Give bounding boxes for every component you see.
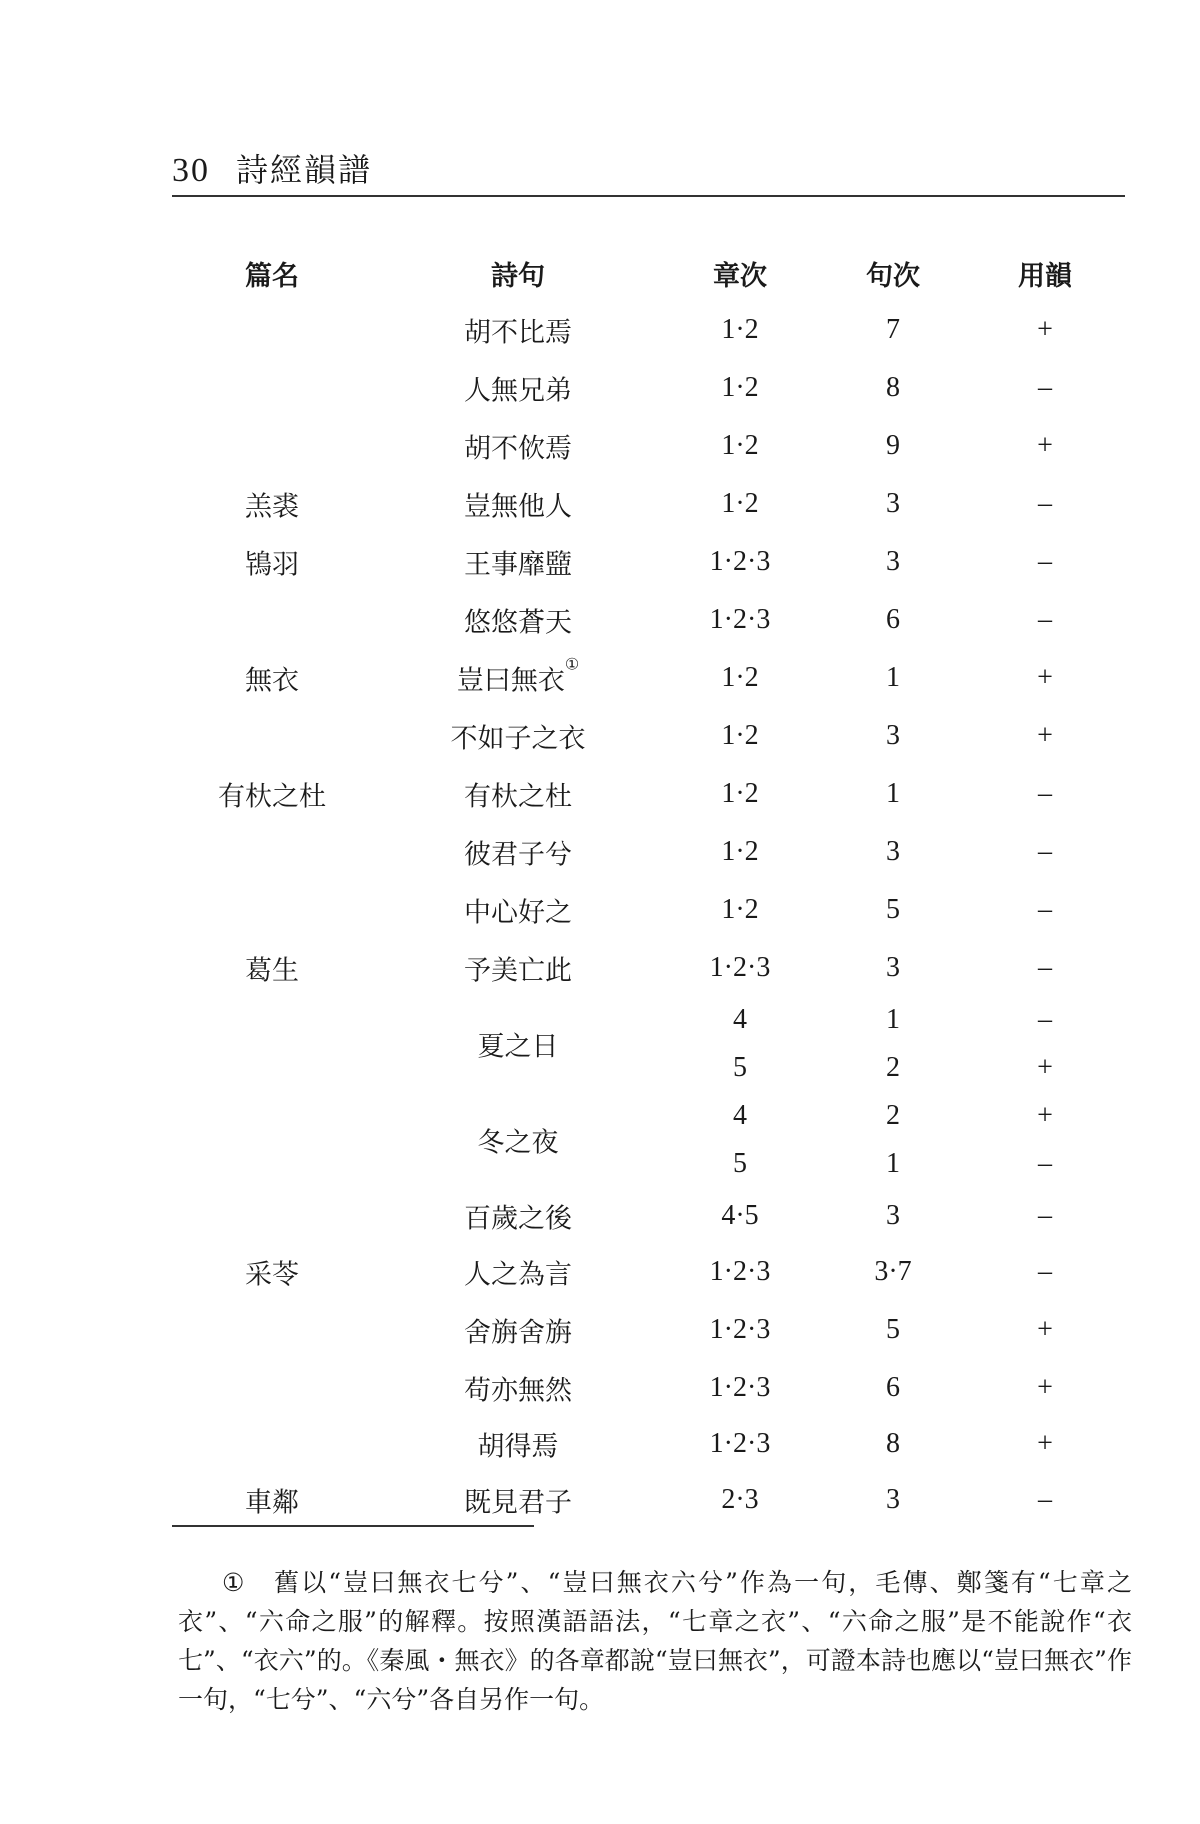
verse-line-cell: 人無兄弟	[464, 375, 572, 407]
line-number-cell: 1	[886, 778, 900, 809]
line-number-cell: 7	[886, 314, 900, 345]
stanza-cell: 1·2	[721, 488, 759, 519]
footnote-reference[interactable]: ①	[564, 654, 580, 674]
stanza-cell: 2·3	[721, 1484, 759, 1515]
stanza-cell: 1·2	[721, 430, 759, 461]
line-number-cell: 6	[886, 1372, 900, 1403]
verse-line-cell: 胡得焉	[477, 1431, 559, 1463]
rhyme-mark-cell: –	[1038, 1200, 1052, 1231]
stanza-cell: 1·2·3	[709, 546, 771, 577]
verse-line-cell: 悠悠蒼天	[464, 607, 572, 639]
footnote	[178, 1563, 1132, 1719]
line-number-cell: 3	[886, 836, 900, 867]
line-number-cell: 8	[886, 1428, 900, 1459]
stanza-cell: 1·2·3	[709, 604, 771, 635]
line-number-cell: 5	[886, 1314, 900, 1345]
line-number-cell: 8	[886, 372, 900, 403]
footnote-rule	[172, 1525, 534, 1527]
line-number-cell: 1	[886, 1148, 900, 1179]
page-number: 30	[172, 152, 210, 189]
stanza-cell: 4·5	[721, 1200, 759, 1231]
rhyme-mark-cell: +	[1037, 1314, 1053, 1345]
rhyme-mark-cell: –	[1038, 894, 1052, 925]
column-header-line: 詩句	[491, 261, 545, 292]
line-number-cell: 9	[886, 430, 900, 461]
stanza-cell: 1·2	[721, 836, 759, 867]
verse-line-cell: 豈曰無衣①	[456, 654, 580, 697]
line-number-cell: 3·7	[874, 1256, 912, 1287]
verse-line-cell: 人之為言	[464, 1259, 572, 1291]
verse-line-cell: 既見君子	[464, 1487, 572, 1519]
rhyme-mark-cell: +	[1037, 1052, 1053, 1083]
running-header	[172, 145, 372, 191]
verse-line-cell: 百歲之後	[464, 1203, 572, 1235]
line-number-cell: 5	[886, 894, 900, 925]
line-number-cell: 1	[886, 662, 900, 693]
rhyme-mark-cell: –	[1038, 1484, 1052, 1515]
verse-line-cell: 夏之日	[477, 1031, 559, 1063]
poem-title-cell: 采苓	[245, 1259, 299, 1291]
line-number-cell: 3	[886, 1200, 900, 1231]
footnote-text: 舊以“豈曰無衣七兮”、“豈曰無衣六兮”作為一句，毛傳、鄭箋有“七章之衣”、“六命之服”的解釋。按照漢語語法，“七章之衣”、“六命之服”是不能說作“衣七”、“衣六”的。《秦風・無衣》的各章都說“豈曰無衣”，可證本詩也應以“豈曰無衣”作一句，“七兮”、“六兮”各自另作一句。	[178, 1568, 1132, 1714]
rhyme-mark-cell: +	[1037, 314, 1053, 345]
stanza-cell: 5	[733, 1148, 747, 1179]
rhyme-mark-cell: –	[1038, 488, 1052, 519]
column-header-stanza: 章次	[713, 261, 767, 292]
rhyme-mark-cell: –	[1038, 1256, 1052, 1287]
stanza-cell: 1·2·3	[709, 1256, 771, 1287]
poem-title-cell: 鴇羽	[245, 549, 299, 581]
rhyme-mark-cell: –	[1038, 836, 1052, 867]
rhyme-mark-cell: –	[1038, 778, 1052, 809]
stanza-cell: 1·2	[721, 314, 759, 345]
line-number-cell: 2	[886, 1100, 900, 1131]
verse-line-cell: 舍旃舍旃	[464, 1317, 572, 1349]
poem-title-cell: 葛生	[245, 955, 299, 987]
stanza-cell: 4	[733, 1004, 747, 1035]
stanza-cell: 1·2·3	[709, 952, 771, 983]
stanza-cell: 5	[733, 1052, 747, 1083]
rhyme-mark-cell: +	[1037, 1428, 1053, 1459]
line-number-cell: 3	[886, 720, 900, 751]
rhyme-mark-cell: +	[1037, 1100, 1053, 1131]
verse-line-cell: 彼君子兮	[464, 839, 572, 871]
line-number-cell: 2	[886, 1052, 900, 1083]
rhyme-mark-cell: –	[1038, 1148, 1052, 1179]
verse-line-cell: 王事靡盬	[464, 549, 572, 581]
column-header-line-number: 句次	[866, 261, 920, 292]
stanza-cell: 1·2	[721, 778, 759, 809]
line-number-cell: 3	[886, 546, 900, 577]
line-number-cell: 6	[886, 604, 900, 635]
stanza-cell: 1·2	[721, 662, 759, 693]
stanza-cell: 1·2·3	[709, 1428, 771, 1459]
stanza-cell: 1·2·3	[709, 1314, 771, 1345]
poem-title-cell: 無衣	[245, 665, 299, 697]
poem-title-cell: 車鄰	[245, 1487, 299, 1519]
rhyme-mark-cell: +	[1037, 662, 1053, 693]
verse-line-cell: 豈無他人	[464, 491, 572, 523]
rhyme-mark-cell: –	[1038, 546, 1052, 577]
poem-title-cell: 羔裘	[245, 491, 299, 523]
rhyme-mark-cell: –	[1038, 1004, 1052, 1035]
verse-line-cell: 中心好之	[464, 897, 572, 929]
stanza-cell: 1·2	[721, 372, 759, 403]
verse-line-cell: 不如子之衣	[450, 723, 586, 755]
stanza-cell: 1·2	[721, 720, 759, 751]
rhyme-mark-cell: –	[1038, 604, 1052, 635]
line-number-cell: 3	[886, 952, 900, 983]
footnote-mark: ①	[222, 1568, 245, 1597]
poem-title-cell: 有杕之杜	[218, 781, 326, 813]
book-title: 詩經韻譜	[236, 151, 373, 189]
column-header-poem: 篇名	[245, 261, 299, 292]
verse-line-cell: 有杕之杜	[464, 781, 572, 813]
rhyme-mark-cell: +	[1037, 1372, 1053, 1403]
line-number-cell: 3	[886, 488, 900, 519]
stanza-cell: 4	[733, 1100, 747, 1131]
verse-line-cell: 予美亡此	[464, 955, 572, 987]
rhyme-mark-cell: +	[1037, 720, 1053, 751]
verse-line-cell: 胡不佽焉	[464, 433, 572, 465]
stanza-cell: 1·2	[721, 894, 759, 925]
rhyme-mark-cell: +	[1037, 430, 1053, 461]
header-rule	[172, 195, 1125, 197]
rhyme-mark-cell: –	[1038, 372, 1052, 403]
verse-line-cell: 苟亦無然	[464, 1375, 572, 1407]
rhyme-mark-cell: –	[1038, 952, 1052, 983]
verse-line-cell: 胡不比焉	[464, 317, 572, 349]
verse-line-cell: 冬之夜	[477, 1127, 559, 1159]
stanza-cell: 1·2·3	[709, 1372, 771, 1403]
line-number-cell: 3	[886, 1484, 900, 1515]
column-header-rhyme: 用韻	[1018, 261, 1072, 292]
line-number-cell: 1	[886, 1004, 900, 1035]
